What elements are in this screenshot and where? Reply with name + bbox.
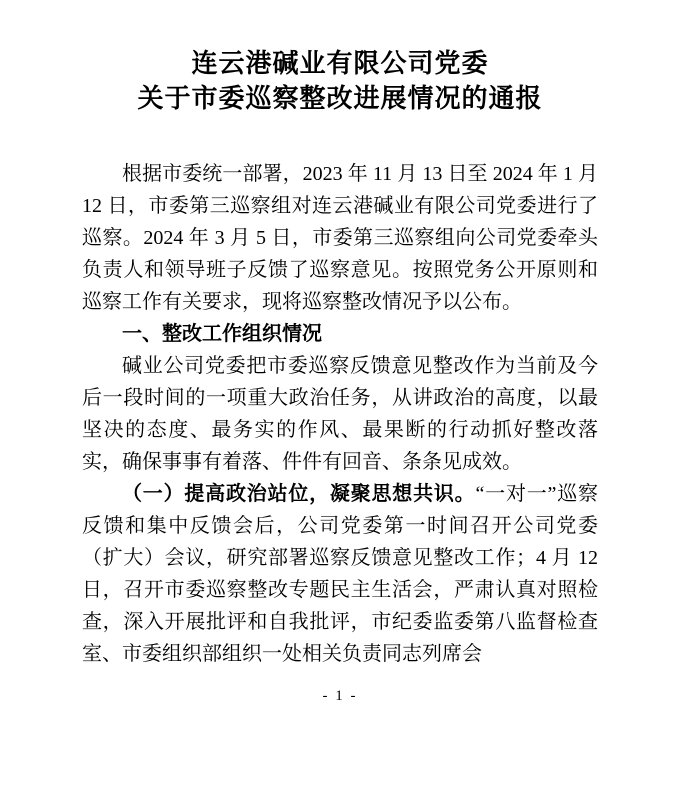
paragraph: 根据市委统一部署，2023 年 11 月 13 日至 2024 年 1 月 12 日，市委第三巡察组对连云港碱业有限公司党委进行了巡察。2024 年 3 月 5 日，市委第三巡察组向公司党委牵头负责人和领导班子反馈了巡察意见。按照党务公开原则和巡察工作有关要求，现将巡察整改情况予以公布。 (82, 163, 598, 313)
title-line-1: 连云港碱业有限公司党委 (191, 49, 489, 78)
paragraph-lead: （一）提高政治站位，凝聚思想共识。 (122, 483, 476, 505)
text-column (82, 0, 598, 706)
paragraph: （一）提高政治站位，凝聚思想共识。“一对一”巡察反馈和集中反馈会后，公司党委第一时间召开公司党委（扩大）会议，研究部署巡察反馈意见整改工作；4 月 12 日，召开市委巡察整改专题民主生活会，严肃认真对照检查，深入开展批评和自我批评，市纪委监委第八监督检查室、市委组织部组织一处相关负责同志列席会 (82, 483, 598, 665)
page-number: - 1 - (322, 688, 358, 704)
paragraph: 碱业公司党委把市委巡察反馈意见整改作为当前及今后一段时间的一项重大政治任务，从讲政治的高度，以最坚决的态度、最务实的作风、最果断的行动抓好整改落实，确保事事有着落、件件有回音、条条见成效。 (82, 355, 598, 473)
document-body (82, 158, 598, 670)
document-title (82, 0, 598, 116)
title-line-2: 关于市委巡察整改进展情况的通报 (137, 84, 543, 113)
section-heading: 一、整改工作组织情况 (122, 323, 322, 345)
